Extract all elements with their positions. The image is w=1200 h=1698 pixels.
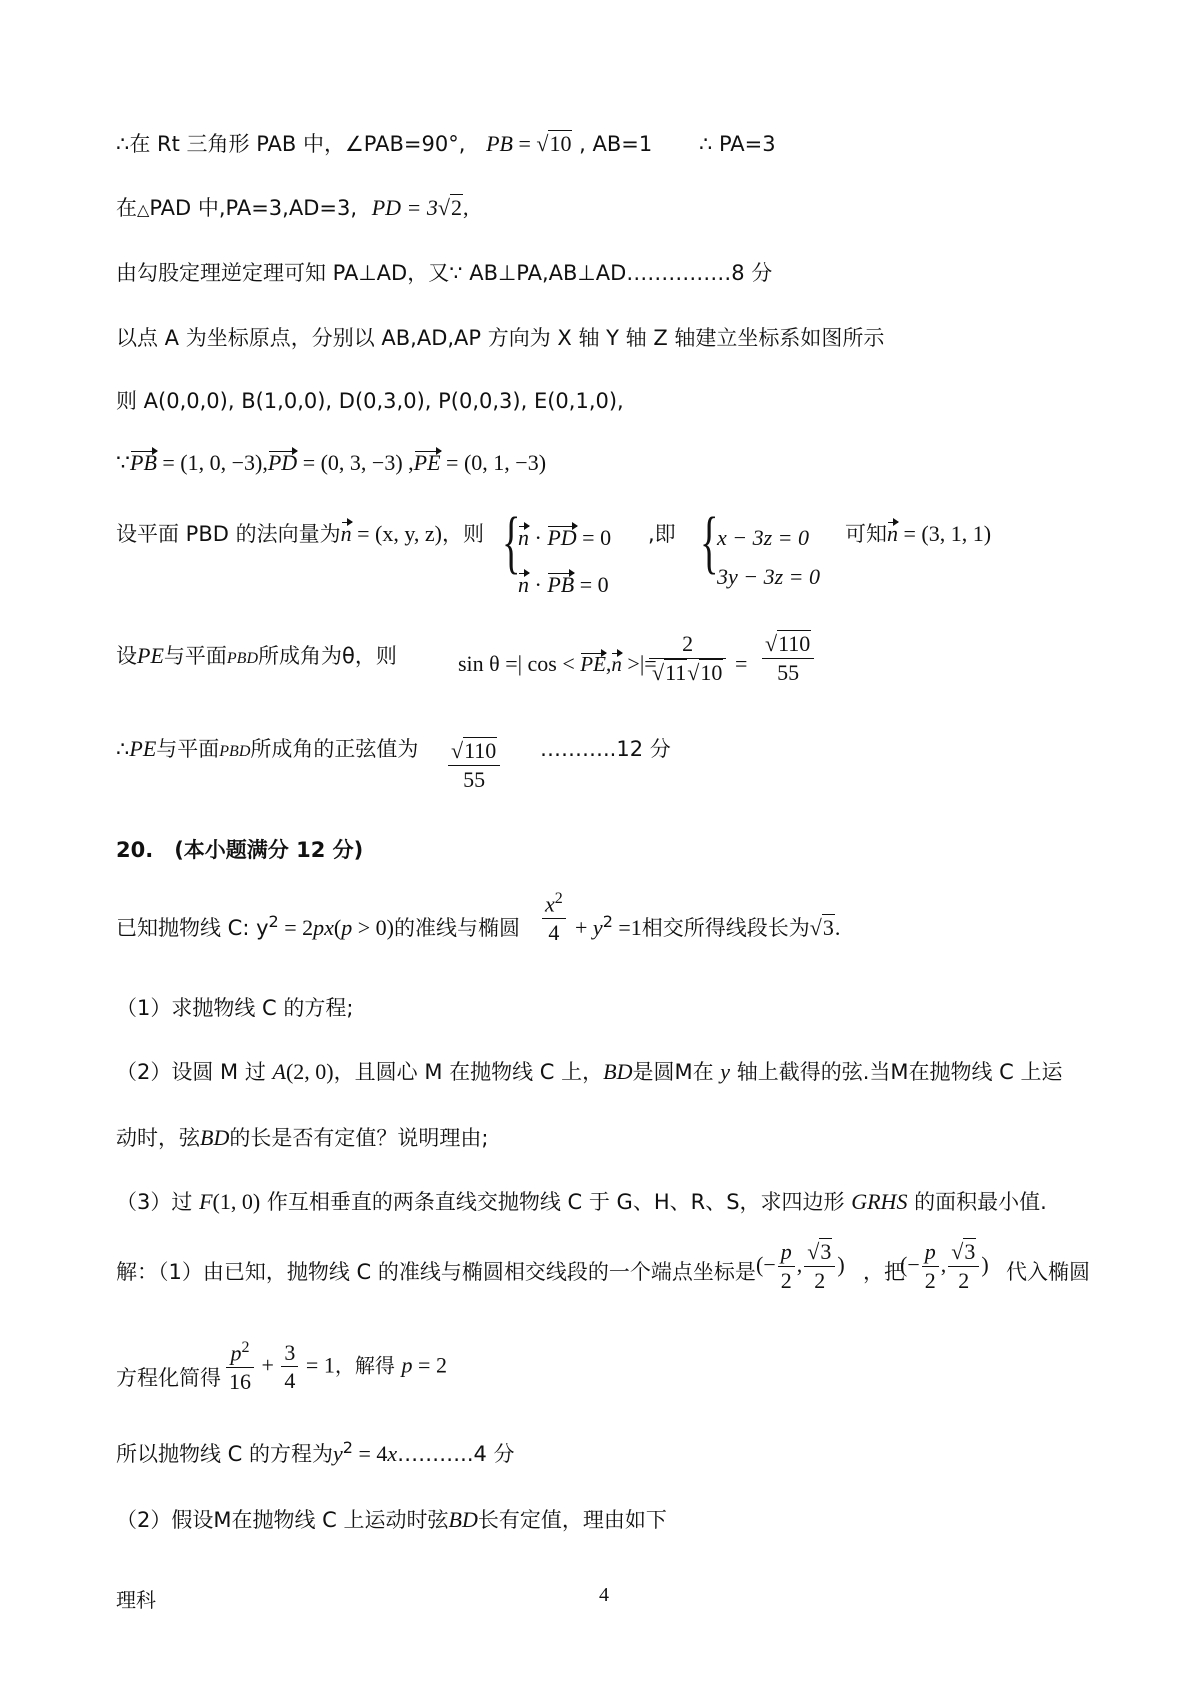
radicand: 3 <box>820 1239 832 1264</box>
frac <box>542 889 566 946</box>
because-symbol: ∵ <box>116 450 130 475</box>
text: 所成角为θ，则 <box>258 644 397 668</box>
solution-2 <box>116 1504 667 1534</box>
numerator: 3 <box>281 1339 298 1368</box>
denominator: 2 <box>814 1267 826 1293</box>
text: , <box>462 195 469 220</box>
fraction-1 <box>647 630 728 686</box>
text: , AB=1 <box>579 132 653 156</box>
text-ji: ,即 <box>648 522 676 546</box>
text: 已知抛物线 C: y <box>116 916 269 940</box>
text: 与平面 <box>163 644 227 668</box>
question-1: （1）求抛物线 C 的方程; <box>116 996 354 1020</box>
text: , <box>940 1252 947 1277</box>
text: (1, 0) <box>212 1189 261 1214</box>
radicand: 10 <box>549 131 572 156</box>
denominator: 4 <box>284 1368 296 1394</box>
var: GRHS <box>851 1189 908 1214</box>
text-substitute: 代入椭圆 <box>1006 1260 1090 1284</box>
math-pd: PD = 3 <box>371 195 438 220</box>
ellipse-fraction <box>540 889 568 946</box>
frac <box>948 1238 979 1294</box>
simplify-eq <box>224 1338 447 1395</box>
text: 设 <box>116 644 137 668</box>
text: 是圆M在 <box>632 1060 714 1084</box>
text: · <box>529 525 548 550</box>
denominator: 16 <box>229 1368 251 1394</box>
line-3: 由勾股定理逆定理可知 PA⊥AD，又∵ AB⊥PA,AB⊥AD……………8 分 <box>116 261 773 285</box>
point-coord-1 <box>756 1238 845 1294</box>
text: ) <box>981 1252 989 1277</box>
radicand: 110 <box>778 631 811 656</box>
radicand: 11 <box>665 659 687 685</box>
text: （2）设圆 M 过 <box>116 1060 266 1084</box>
text: = (0, 1, −3) <box>440 450 547 475</box>
radicand: 2 <box>450 195 462 220</box>
text: ，且圆心 M 在抛物线 C 上， <box>333 1060 604 1084</box>
line-6 <box>116 450 546 476</box>
var: y <box>720 1059 731 1084</box>
equals: = <box>735 651 748 676</box>
text: = 0 <box>574 572 609 597</box>
radicand: 10 <box>700 659 723 685</box>
text: （3）过 <box>116 1190 193 1214</box>
text: = (x, y, z) <box>351 521 442 546</box>
question-2-cont <box>116 1122 488 1152</box>
text: ( <box>333 915 342 940</box>
denominator: 2 <box>780 1267 792 1293</box>
footer-subject: 理科 <box>116 1590 156 1612</box>
sup: 2 <box>268 912 279 931</box>
math-pe: PE <box>129 736 157 761</box>
text: (− <box>900 1252 920 1277</box>
radicand: 3 <box>822 915 834 940</box>
system-2-eq2: 3y − 3z = 0 <box>717 564 821 589</box>
text: 长有定值，理由如下 <box>477 1508 667 1532</box>
frac <box>281 1339 298 1395</box>
numerator: p <box>922 1238 939 1267</box>
denominator: 2 <box>958 1267 970 1293</box>
text: · <box>529 572 548 597</box>
frac <box>804 1238 835 1294</box>
text: = (1, 0, −3), <box>156 450 268 475</box>
text: , <box>796 1252 803 1277</box>
vector-n: n <box>611 652 622 676</box>
text-ba: ，把 <box>863 1260 905 1284</box>
math-pb: PB <box>486 131 513 156</box>
numerator: √3 <box>948 1238 979 1267</box>
vector-n: n <box>518 572 529 597</box>
page-number: 4 <box>599 1584 609 1606</box>
text: sin θ =| cos < <box>458 651 581 676</box>
system-1-eq1 <box>518 525 611 551</box>
text: = 0 <box>576 525 612 550</box>
system-brace-1: { <box>502 504 521 581</box>
solution-simplify <box>116 1362 221 1392</box>
math-pbd: PBD <box>226 650 258 667</box>
math-eq: = <box>512 131 537 156</box>
math: px <box>313 915 334 940</box>
text: 方程化简得 <box>116 1366 221 1390</box>
numerator: √110 <box>762 630 814 659</box>
frac <box>448 737 500 793</box>
vector-pb: PB <box>547 572 575 597</box>
fraction-sine <box>446 737 502 793</box>
text: ，则 <box>442 522 484 546</box>
text: (2, 0) <box>285 1059 334 1084</box>
frac <box>762 630 814 686</box>
fraction-2 <box>760 630 816 686</box>
text: 与平面 <box>156 737 220 761</box>
line-7-lead <box>116 518 484 548</box>
sqrt-2: √2 <box>437 195 462 220</box>
text: ∴ <box>116 737 130 761</box>
line-2 <box>116 192 468 222</box>
text: = (0, 3, −3) , <box>297 450 414 475</box>
text: （2）假设M在抛物线 C 上运动时弦 <box>116 1508 449 1532</box>
vector-pd: PD <box>547 525 577 550</box>
vector-n: n <box>340 521 352 546</box>
frac <box>778 1238 795 1294</box>
line-7-tail <box>845 518 991 548</box>
text: 的准线与椭圆 <box>393 916 520 940</box>
var: p <box>401 1352 413 1378</box>
text: = 2 <box>412 1352 447 1378</box>
text: ………..4 分 <box>397 1442 515 1466</box>
text: ∴ PA=3 <box>698 132 776 156</box>
text: 的长是否有定值？说明理由; <box>229 1126 489 1150</box>
triangle-symbol: △ <box>137 200 150 219</box>
radicand: 110 <box>464 738 497 763</box>
sup: 2 <box>602 912 613 931</box>
text: > 0) <box>352 915 394 940</box>
text: 设平面 PBD 的法向量为 <box>116 522 341 546</box>
var: x <box>387 1441 398 1466</box>
text: + <box>256 1352 280 1378</box>
text: 的面积最小值. <box>914 1190 1047 1214</box>
system-2-eq1: x − 3z = 0 <box>717 525 810 550</box>
problem-20-statement <box>116 912 520 942</box>
var: x <box>545 891 555 917</box>
numerator: p <box>778 1238 795 1267</box>
sup: 2 <box>554 890 563 907</box>
math: p <box>341 915 353 940</box>
vector-pd: PD <box>267 450 298 475</box>
frac <box>226 1338 254 1395</box>
question-3 <box>116 1186 1047 1216</box>
text: 动时，弦 <box>116 1126 200 1150</box>
vector-n: n <box>887 521 898 546</box>
var: BD <box>448 1507 478 1532</box>
numerator <box>542 889 566 919</box>
point-coord-2 <box>900 1238 989 1294</box>
line-1 <box>116 128 776 158</box>
text: . <box>834 915 841 940</box>
frac <box>649 630 726 686</box>
problem-20-heading <box>116 834 363 864</box>
text: ) <box>837 1252 845 1277</box>
question-2 <box>116 1056 1063 1086</box>
math-pbd: PBD <box>219 743 251 760</box>
text: (− <box>756 1252 776 1277</box>
solution-1-text: 解：（1）由已知，抛物线 C 的准线与椭圆相交线段的一个端点坐标是 <box>116 1260 756 1284</box>
score-12: ………..12 分 <box>540 737 671 761</box>
vector-pb: PB <box>130 450 157 475</box>
sup: 2 <box>241 1339 250 1356</box>
text: 相交所得线段长为 <box>641 916 810 940</box>
line-8-lead <box>116 640 397 670</box>
text: 作互相垂直的两条直线交抛物线 C 于 G、H、R、S，求四边形 <box>266 1190 845 1214</box>
ellipse-rest <box>575 912 840 942</box>
vector-n: n <box>518 525 529 550</box>
text: >|= <box>621 651 657 676</box>
frac <box>922 1238 939 1294</box>
text: = 2 <box>278 915 314 940</box>
var: BD <box>200 1125 230 1150</box>
text: = (3, 1, 1) <box>898 521 992 546</box>
var: y <box>592 915 603 940</box>
var: y <box>333 1441 343 1466</box>
numerator: √3 <box>804 1238 835 1267</box>
text: 所成角的正弦值为 <box>250 737 419 761</box>
text: =1 <box>612 915 642 940</box>
text: , <box>605 651 612 676</box>
denominator: 4 <box>548 919 560 945</box>
var: F <box>199 1189 213 1214</box>
numerator <box>226 1338 254 1368</box>
text: ，解得 <box>334 1353 395 1378</box>
denominator: 2 <box>924 1267 936 1293</box>
text: = 1 <box>300 1352 335 1378</box>
system-brace-2: { <box>700 504 719 581</box>
text: 可知 <box>845 522 887 546</box>
numerator: 2 <box>649 630 726 659</box>
sqrt-3: √3 <box>809 915 834 940</box>
text: ∴在 Rt 三角形 PAB 中，∠PAB=90°, <box>116 132 466 156</box>
line-4: 以点 A 为坐标原点，分别以 AB,AD,AP 方向为 X 轴 Y 轴 Z 轴建立坐标系如图所示 <box>116 326 885 350</box>
vector-pe: PE <box>413 450 441 475</box>
heading-text: 20. (本小题满分 12 分) <box>116 838 364 862</box>
system-1-eq2 <box>518 572 609 598</box>
vector-pe: PE <box>580 652 606 676</box>
solution-parabola <box>116 1438 515 1468</box>
sin-formula <box>458 651 657 677</box>
text: 所以抛物线 C 的方程为 <box>116 1442 334 1466</box>
text: 在 <box>116 196 137 220</box>
radicand: 3 <box>964 1239 976 1264</box>
text: + <box>575 915 593 940</box>
denominator: 55 <box>777 659 800 685</box>
denominator: 55 <box>463 766 486 792</box>
line-9 <box>116 733 418 763</box>
sup: 2 <box>342 1438 353 1457</box>
var: p <box>230 1340 242 1366</box>
text: 轴上截得的弦.当M在抛物线 C 上运 <box>736 1060 1063 1084</box>
text: PAD 中,PA=3,AD=3, <box>149 196 358 220</box>
var: A <box>272 1059 286 1084</box>
line-5: 则 A(0,0,0), B(1,0,0), D(0,3,0), P(0,0,3), E(0,1,0), <box>116 389 624 413</box>
math-pe: PE <box>137 643 164 668</box>
var: BD <box>603 1059 633 1084</box>
denominator: √11√10 <box>652 659 723 685</box>
text: = 4 <box>352 1441 388 1466</box>
sqrt-10: √10 <box>536 131 572 156</box>
numerator: √110 <box>448 737 500 766</box>
